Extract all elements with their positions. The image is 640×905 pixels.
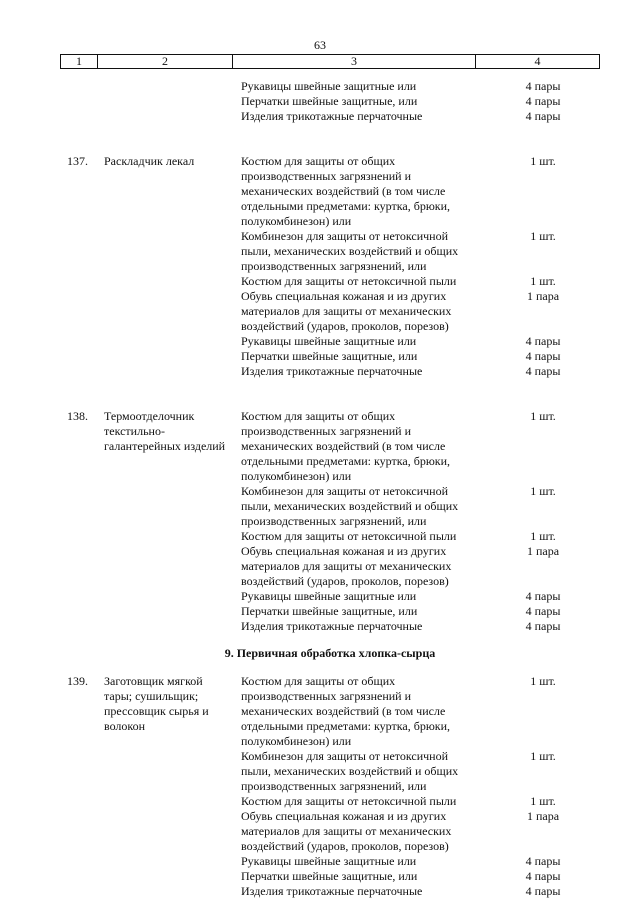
entry-number: 139. bbox=[67, 674, 88, 688]
item-text: отдельными предметами: куртка, брюки, bbox=[241, 719, 451, 733]
table-row bbox=[60, 424, 600, 439]
table-row bbox=[60, 169, 600, 184]
table-row bbox=[60, 689, 600, 704]
header-col-1: 1 bbox=[61, 55, 98, 68]
item-text: Перчатки швейные защитные, или bbox=[241, 349, 418, 363]
item-text: воздействий (ударов, проколов, порезов) bbox=[241, 319, 449, 333]
spacer bbox=[60, 634, 600, 646]
table-row bbox=[60, 109, 600, 124]
table-row bbox=[60, 589, 600, 604]
table-row bbox=[60, 764, 600, 779]
item-text: Костюм для защиты от нетоксичной пыли bbox=[241, 529, 457, 543]
table-row bbox=[60, 704, 600, 719]
item-text: производственных загрязнений, или bbox=[241, 514, 427, 528]
item-text: механических воздействий (в том числе bbox=[241, 704, 446, 718]
table-row bbox=[60, 779, 600, 794]
item-text: Перчатки швейные защитные, или bbox=[241, 94, 418, 108]
item-qty: 4 пары bbox=[525, 94, 561, 108]
table-row bbox=[60, 349, 600, 364]
table-row bbox=[60, 94, 600, 109]
table-row bbox=[60, 749, 600, 764]
table-row bbox=[60, 854, 600, 869]
table-row bbox=[60, 824, 600, 839]
item-qty: 1 шт. bbox=[530, 154, 556, 168]
item-qty: 1 шт. bbox=[530, 229, 556, 243]
item-qty: 1 шт. bbox=[530, 674, 556, 688]
table-row bbox=[60, 604, 600, 619]
item-text: Костюм для защиты от нетоксичной пыли bbox=[241, 794, 457, 808]
table-row bbox=[60, 409, 600, 424]
item-text: механических воздействий (в том числе bbox=[241, 439, 446, 453]
entry-137 bbox=[60, 154, 600, 379]
table-row bbox=[60, 674, 600, 689]
header-col-3: 3 bbox=[233, 55, 476, 68]
item-qty: 4 пары bbox=[525, 109, 561, 123]
table-row bbox=[60, 619, 600, 634]
item-qty: 4 пары bbox=[525, 604, 561, 618]
item-text: Костюм для защиты от общих bbox=[241, 154, 396, 168]
item-text: воздействий (ударов, проколов, порезов) bbox=[241, 839, 449, 853]
item-text: пыли, механических воздействий и общих bbox=[241, 244, 459, 258]
section-title: 9. Первичная обработка хлопка-сырца bbox=[224, 646, 436, 660]
item-qty: 1 пара bbox=[526, 544, 560, 558]
item-qty: 4 пары bbox=[525, 619, 561, 633]
item-qty: 1 шт. bbox=[530, 484, 556, 498]
item-text: полукомбинезон) или bbox=[241, 734, 352, 748]
item-qty: 1 шт. bbox=[530, 794, 556, 808]
table-row bbox=[60, 304, 600, 319]
table-row bbox=[60, 559, 600, 574]
entry-number: 138. bbox=[67, 409, 88, 423]
item-text: отдельными предметами: куртка, брюки, bbox=[241, 454, 451, 468]
item-text: Рукавицы швейные защитные или bbox=[241, 589, 417, 603]
table-row bbox=[60, 544, 600, 559]
item-text: Изделия трикотажные перчаточные bbox=[241, 109, 423, 123]
item-text: отдельными предметами: куртка, брюки, bbox=[241, 199, 451, 213]
item-text: материалов для защиты от механических bbox=[241, 559, 452, 573]
item-qty: 1 шт. bbox=[530, 409, 556, 423]
item-text: Изделия трикотажные перчаточные bbox=[241, 884, 423, 898]
table-row bbox=[60, 229, 600, 244]
table-row bbox=[60, 514, 600, 529]
table-row bbox=[60, 259, 600, 274]
item-text: производственных загрязнений и bbox=[241, 169, 412, 183]
item-text: материалов для защиты от механических bbox=[241, 304, 452, 318]
item-text: Изделия трикотажные перчаточные bbox=[241, 619, 423, 633]
item-text: Рукавицы швейные защитные или bbox=[241, 79, 417, 93]
item-text: Перчатки швейные защитные, или bbox=[241, 604, 418, 618]
item-text: Рукавицы швейные защитные или bbox=[241, 854, 417, 868]
item-text: пыли, механических воздействий и общих bbox=[241, 499, 459, 513]
table-row bbox=[60, 529, 600, 544]
table-row bbox=[60, 199, 600, 214]
item-text: Рукавицы швейные защитные или bbox=[241, 334, 417, 348]
table-row bbox=[60, 364, 600, 379]
item-qty: 1 шт. bbox=[530, 274, 556, 288]
page-number: 63 bbox=[314, 38, 326, 52]
item-text: Комбинезон для защиты от нетоксичной bbox=[241, 484, 449, 498]
item-text: полукомбинезон) или bbox=[241, 214, 352, 228]
table-row bbox=[60, 719, 600, 734]
entry-number: 137. bbox=[67, 154, 88, 168]
table-row bbox=[60, 484, 600, 499]
table-row bbox=[60, 734, 600, 749]
table-body bbox=[60, 79, 600, 899]
table-row bbox=[60, 79, 600, 94]
item-qty: 4 пары bbox=[525, 589, 561, 603]
item-qty: 1 пара bbox=[526, 289, 560, 303]
item-qty: 4 пары bbox=[525, 334, 561, 348]
table-row bbox=[60, 319, 600, 334]
occupation: Раскладчик лекал bbox=[104, 154, 195, 168]
item-text: Обувь специальная кожаная и из других bbox=[241, 289, 447, 303]
item-text: Костюм для защиты от нетоксичной пыли bbox=[241, 274, 457, 288]
item-qty: 1 шт. bbox=[530, 749, 556, 763]
table-header bbox=[60, 54, 600, 69]
item-qty: 4 пары bbox=[525, 884, 561, 898]
entry-139 bbox=[60, 674, 600, 899]
spacer bbox=[60, 124, 600, 154]
spacer bbox=[60, 661, 600, 674]
table-row bbox=[60, 884, 600, 899]
table-row bbox=[60, 869, 600, 884]
item-qty: 1 пара bbox=[526, 809, 560, 823]
table-row bbox=[60, 454, 600, 469]
item-qty: 4 пары bbox=[525, 854, 561, 868]
item-text: Перчатки швейные защитные, или bbox=[241, 869, 418, 883]
table-row bbox=[60, 574, 600, 589]
table-row bbox=[60, 839, 600, 854]
header-col-4: 4 bbox=[534, 54, 541, 68]
table-row bbox=[60, 214, 600, 229]
item-text: Костюм для защиты от общих bbox=[241, 409, 396, 423]
table-row bbox=[60, 809, 600, 824]
item-text: производственных загрязнений и bbox=[241, 689, 412, 703]
table-row bbox=[60, 499, 600, 514]
table-row bbox=[60, 439, 600, 454]
occupation: Заготовщик мягкой тары; сушильщик; прессовщик сырья и волокон bbox=[104, 674, 209, 733]
table-row bbox=[60, 469, 600, 484]
item-qty: 4 пары bbox=[525, 364, 561, 378]
item-qty: 4 пары bbox=[525, 869, 561, 883]
item-text: полукомбинезон) или bbox=[241, 469, 352, 483]
item-text: Обувь специальная кожаная и из других bbox=[241, 544, 447, 558]
item-text: Обувь специальная кожаная и из других bbox=[241, 809, 447, 823]
item-text: Костюм для защиты от общих bbox=[241, 674, 396, 688]
item-qty: 4 пары bbox=[525, 79, 561, 93]
occupation: Термоотделочник текстильно-галантерейных изделий bbox=[104, 409, 226, 453]
item-text: Комбинезон для защиты от нетоксичной bbox=[241, 749, 449, 763]
item-text: производственных загрязнений и bbox=[241, 424, 412, 438]
item-text: производственных загрязнений, или bbox=[241, 259, 427, 273]
spacer bbox=[60, 379, 600, 409]
item-text: пыли, механических воздействий и общих bbox=[241, 764, 459, 778]
table-row bbox=[60, 289, 600, 304]
item-text: Комбинезон для защиты от нетоксичной bbox=[241, 229, 449, 243]
item-qty: 4 пары bbox=[525, 349, 561, 363]
header-col-2: 2 bbox=[98, 55, 233, 68]
item-qty: 1 шт. bbox=[530, 529, 556, 543]
entry-138 bbox=[60, 409, 600, 634]
table-row bbox=[60, 244, 600, 259]
table-row bbox=[60, 274, 600, 289]
table-row bbox=[60, 794, 600, 809]
item-text: материалов для защиты от механических bbox=[241, 824, 452, 838]
item-text: производственных загрязнений, или bbox=[241, 779, 427, 793]
item-text: воздействий (ударов, проколов, порезов) bbox=[241, 574, 449, 588]
table-row bbox=[60, 184, 600, 199]
continued-items bbox=[60, 79, 600, 124]
item-text: Изделия трикотажные перчаточные bbox=[241, 364, 423, 378]
item-text: механических воздействий (в том числе bbox=[241, 184, 446, 198]
table-row bbox=[60, 334, 600, 349]
table-row bbox=[60, 154, 600, 169]
